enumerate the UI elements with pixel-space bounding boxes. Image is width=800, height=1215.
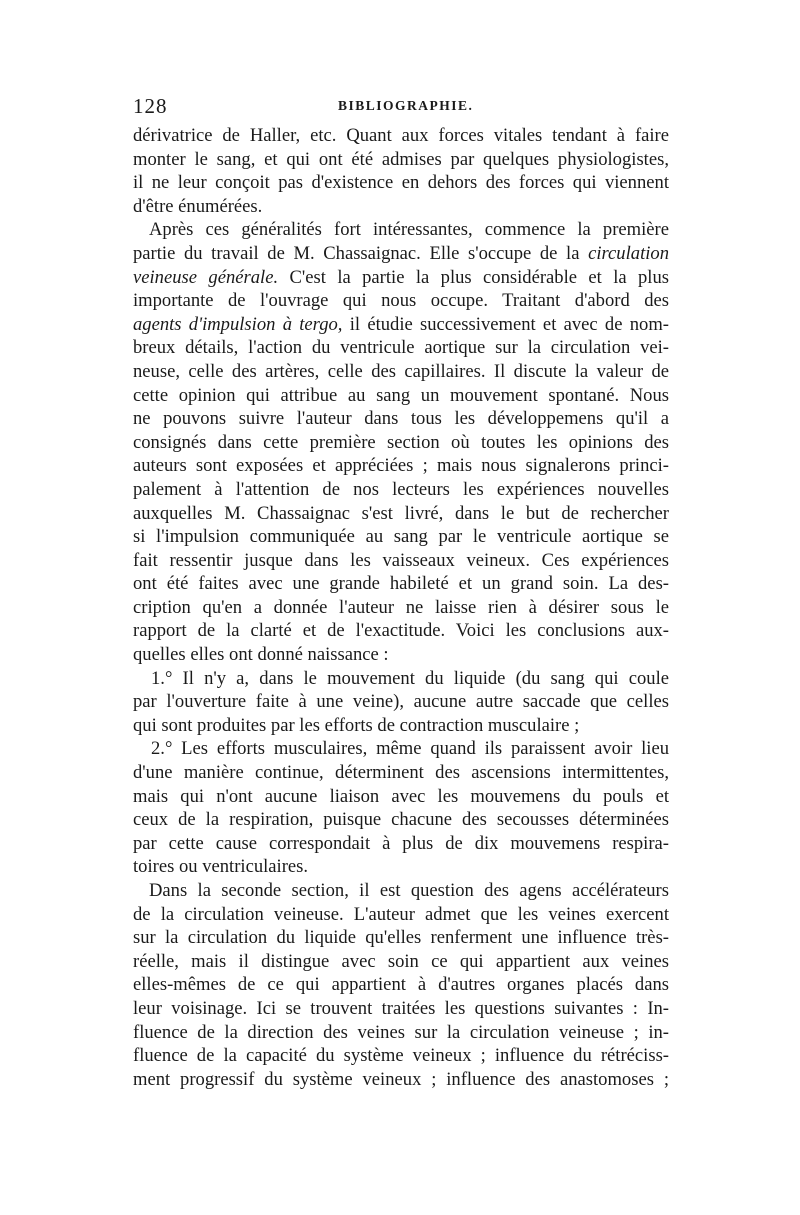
text-line: par cette cause correspondait à plus de dix mouvemens respira- [133,832,669,854]
text-line: ont été faites avec une grande habileté et un grand soin. La des- [133,573,669,595]
text-line: d'être énumérées. [133,195,263,217]
text-line: fait ressentir jusque dans les vaisseaux veineux. Ces expériences [133,549,669,571]
text-line: d'une manière continue, déterminent des ascensions intermittentes, [133,762,669,784]
text-line: mais qui n'ont aucune liaison avec les mouvemens du pouls et [133,785,669,807]
text-line: rapport de la clarté et de l'exactitude. Voici les conclusions aux- [133,620,669,642]
text-line: si l'impulsion communiquée au sang par le ventricule aortique se [133,526,669,548]
text-line: quelles elles ont donné naissance : [133,644,389,666]
body-text [133,124,669,1091]
text-line: Dans la seconde section, il est question des agens accélérateurs [149,880,669,901]
text-line: monter le sang, et qui ont été admises par quelques physiologistes, [133,148,669,170]
text-line: de la circulation veineuse. L'auteur admet que les veines exercent [133,903,669,925]
list-item-2: 2.° Les efforts musculaires, même quand ils paraissent avoir lieu [151,738,669,760]
text-line: qui sont produites par les efforts de contraction musculaire ; [133,714,580,736]
text-line: palement à l'attention de nos lecteurs les expériences nouvelles [133,478,669,500]
text-line: Après ces généralités fort intéressantes, commence la première [149,219,669,241]
text-line: ceux de la respiration, puisque chacune des secousses déterminées [133,809,669,831]
text-line: fluence de la capacité du système veineux ; influence du rétréciss- [133,1045,669,1067]
text-line: auxquelles M. Chassaignac s'est livré, dans le but de rechercher [133,502,669,524]
text-line: il ne leur conçoit pas d'existence en dehors des forces qui viennent [133,172,669,194]
list-item-1: 1.° Il n'y a, dans le mouvement du liquide (du sang qui coule [151,667,669,689]
text-line: agents d'impulsion à tergo, il étudie successivement et avec de nom- [133,313,669,335]
text-line: sur la circulation du liquide qu'elles renferment une influence très- [133,927,669,949]
text-line: importante de l'ouvrage qui nous occupe. Traitant d'abord des [133,290,669,312]
italic-phrase: circulation [588,242,669,264]
text-line: consignés dans cette première section où toutes les opinions des [133,431,669,453]
text-line: leur voisinage. Ici se trouvent traitées les questions suivantes : In- [133,997,669,1019]
text-line: elles-mêmes de ce qui appartient à d'autres organes placés dans [133,974,669,996]
text-line: toires ou ventriculaires. [133,856,309,878]
text-line: ment progressif du système veineux ; influence des anastomoses ; [133,1068,669,1090]
text-line: breux détails, l'action du ventricule aortique sur la circulation vei- [133,337,669,359]
running-title: BIBLIOGRAPHIE. [338,98,474,113]
text-line: fluence de la direction des veines sur la circulation veineuse ; in- [133,1021,669,1043]
text-line: neuse, celle des artères, celle des capillaires. Il discute la valeur de [133,360,669,382]
text-line: réelle, mais il distingue avec soin ce qui appartient aux veines [133,950,669,972]
text-line: auteurs sont exposées et appréciées ; mais nous signalerons princi- [133,455,669,477]
page-number: 128 [133,94,168,118]
text-line: par l'ouverture faite à une veine), aucune autre saccade que celles [133,691,669,713]
text-line: ne pouvons suivre l'auteur dans tous les développemens qu'il a [133,408,669,430]
page-header [133,94,669,118]
italic-phrase: veineuse générale. [133,266,279,288]
italic-phrase: agents d'impulsion à tergo, [133,313,343,335]
text-line: dérivatrice de Haller, etc. Quant aux forces vitales tendant à faire [133,125,669,146]
text-line: veineuse générale. C'est la partie la plus considérable et la plus [133,266,670,288]
text-line: cette opinion qui attribue au sang un mouvement spontané. Nous [133,384,669,406]
text-line: cription qu'en a donnée l'auteur ne laisse rien à désirer sous le [133,596,669,618]
text-line: partie du travail de M. Chassaignac. Elle s'occupe de la circulation [133,242,669,264]
